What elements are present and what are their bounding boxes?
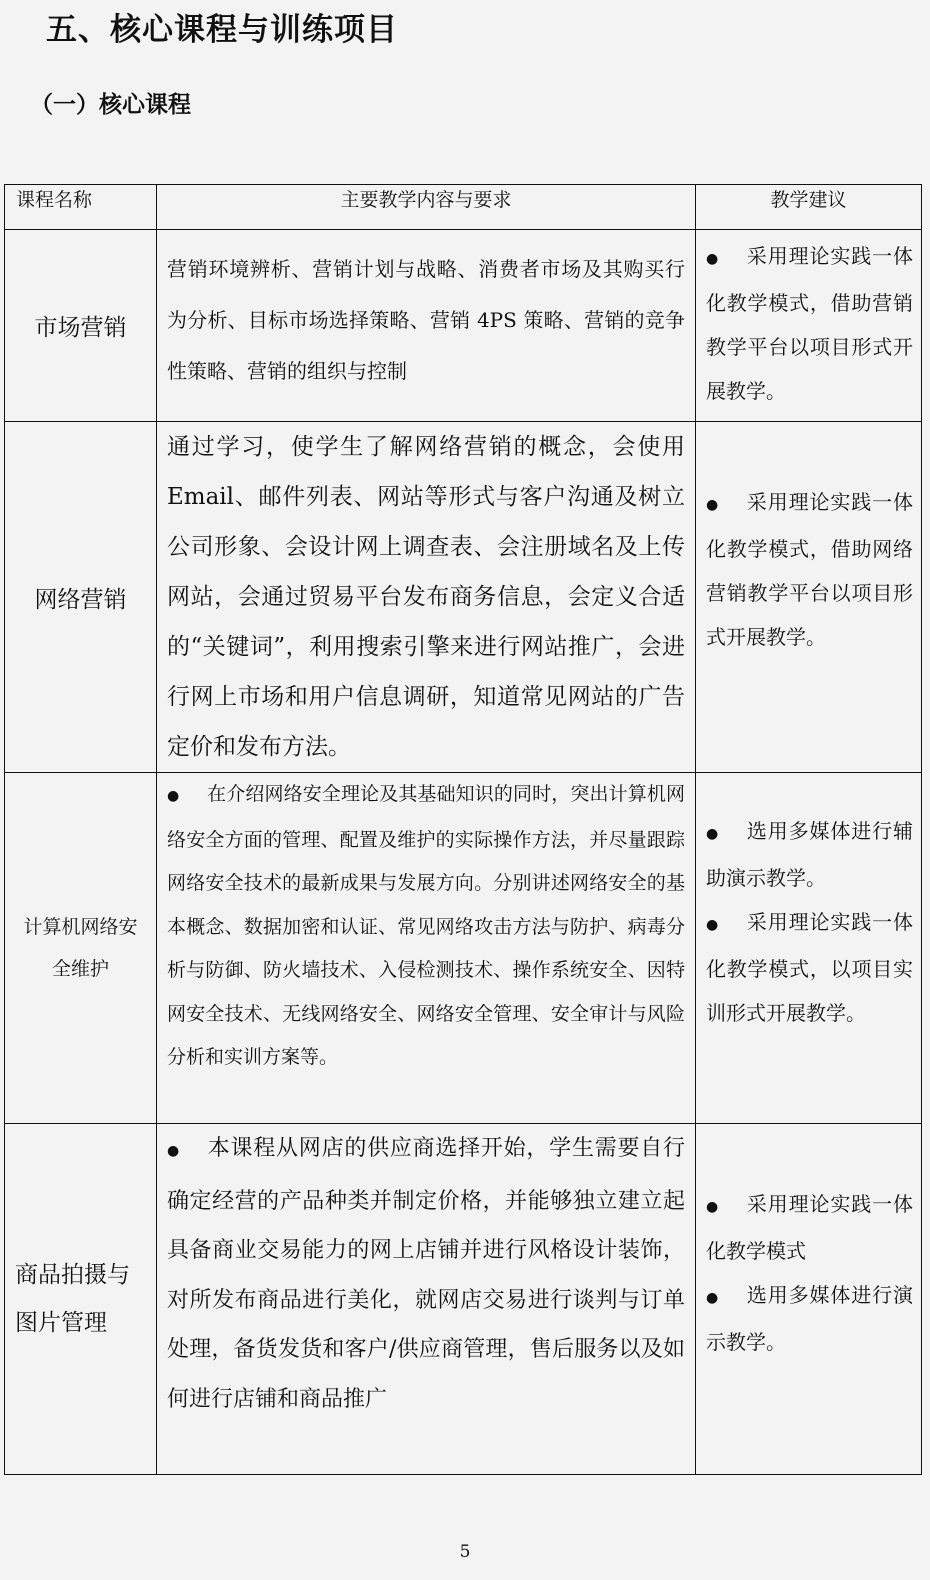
- bullet-icon: ●: [706, 826, 719, 842]
- table-row: [5, 773, 922, 1124]
- suggestion-cell: [696, 773, 922, 1124]
- table-row: [5, 230, 922, 422]
- course-content: 通过学习，使学生了解网络营销的概念，会使用 Email、邮件列表、网站等形式与客户沟通及树立公司形象、会设计网上调查表、会注册域名及上传网站，会通过贸易平台发布商务信息，会定义合适的“关键词”，利用搜索引擎来进行网站推广，会进行网上市场和用户信息调研，知道常见网站的广告定价和发布方法。: [167, 434, 685, 760]
- subsection-heading: （一）核心课程: [30, 91, 191, 118]
- suggestion-item: [706, 900, 913, 1035]
- core-course-table: [4, 184, 922, 1475]
- suggestion-item: [706, 1273, 913, 1364]
- suggestion-text: 采用理论实践一体化教学模式，借助营销教学平台以项目形式开展教学。: [706, 244, 913, 403]
- suggestion-cell: [696, 230, 922, 422]
- header-teaching-suggestion: 教学建议: [696, 185, 922, 230]
- bullet-icon: ●: [706, 1290, 719, 1306]
- suggestion-item: [706, 480, 913, 659]
- page-number: 5: [459, 1542, 471, 1562]
- table-row: [5, 422, 922, 773]
- bullet-icon: ●: [167, 1143, 180, 1159]
- suggestion-item: [706, 809, 913, 900]
- suggestion-cell: [696, 422, 922, 773]
- bullet-icon: ●: [706, 251, 719, 267]
- course-content: ● 在介绍网络安全理论及其基础知识的同时，突出计算机网络安全方面的管理、配置及维护的实际操作方法，并尽量跟踪网络安全技术的最新成果与发展方向。分别讲述网络安全的基本概念、数据加密和认证、常见网络攻击方法与防护、病毒分析与防御、防火墙技术、入侵检测技术、操作系统安全、因特网安全技术、无线网络安全、网络安全管理、安全审计与风险分析和实训方案等。: [167, 773, 685, 1080]
- header-main-content: 主要教学内容与要求: [157, 185, 696, 230]
- suggestion-text: 选用多媒体进行演示教学。: [706, 1283, 913, 1354]
- table-row: [5, 1124, 922, 1475]
- section-heading: 五、核心课程与训练项目: [46, 12, 398, 48]
- header-course-name: 课程名称: [5, 185, 157, 230]
- course-content-cell: [157, 422, 696, 773]
- course-name: 计算机网络安全维护: [5, 773, 157, 1124]
- course-content: 营销环境辨析、营销计划与战略、消费者市场及其购买行为分析、目标市场选择策略、营销 4PS 策略、营销的竞争性策略、营销的组织与控制: [167, 257, 685, 383]
- suggestion-text: 采用理论实践一体化教学模式，借助网络营销教学平台以项目形式开展教学。: [706, 490, 913, 649]
- course-content-cell: [157, 230, 696, 422]
- bullet-icon: ●: [167, 788, 180, 804]
- suggestion-item: [706, 234, 913, 413]
- course-content-cell: [157, 1124, 696, 1475]
- suggestion-text: 采用理论实践一体化教学模式，以项目实训形式开展教学。: [706, 910, 913, 1025]
- suggestion-item: [706, 1182, 913, 1273]
- suggestion-text: 选用多媒体进行辅助演示教学。: [706, 819, 913, 890]
- course-content-cell: [157, 773, 696, 1124]
- bullet-icon: ●: [706, 917, 719, 933]
- bullet-icon: ●: [706, 497, 719, 513]
- bullet-icon: ●: [706, 1199, 719, 1215]
- table-header-row: [5, 185, 922, 230]
- course-name: 商品拍摄与图片管理: [5, 1124, 157, 1475]
- suggestion-text: 采用理论实践一体化教学模式: [706, 1192, 913, 1263]
- course-name: 网络营销: [5, 422, 157, 773]
- course-content: ● 本课程从网店的供应商选择开始，学生需要自行确定经营的产品种类并制定价格，并能够独立建立起具备商业交易能力的网上店铺并进行风格设计装饰，对所发布商品进行美化，就网店交易进行谈判与订单处理，备货发货和客户/供应商管理，售后服务以及如何进行店铺和商品推广: [167, 1124, 685, 1424]
- suggestion-cell: [696, 1124, 922, 1475]
- course-name: 市场营销: [5, 230, 157, 422]
